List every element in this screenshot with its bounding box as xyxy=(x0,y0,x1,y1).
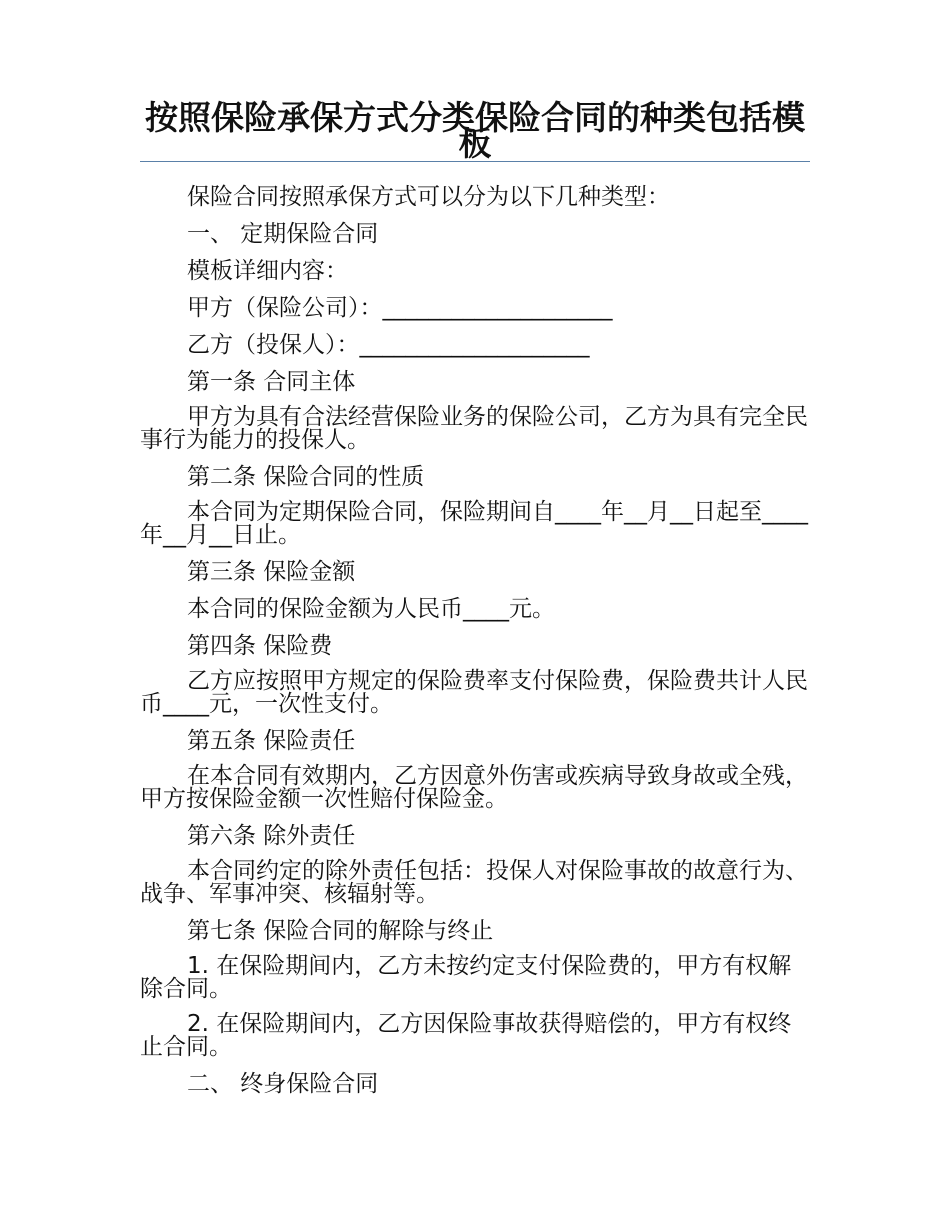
article-7-clause-1: 1. 在保险期间内，乙方未按约定支付保险费的，甲方有权解除合同。 xyxy=(140,953,792,1002)
article-3-heading: 第三条 保险金额 xyxy=(187,559,356,585)
article-5-heading: 第五条 保险责任 xyxy=(187,728,356,754)
article-6-body: 本合同约定的除外责任包括：投保人对保险事故的故意行为、战争、军事冲突、核辐射等。 xyxy=(140,858,808,907)
paragraph-template-label: 模板详细内容： xyxy=(187,258,348,284)
title-divider xyxy=(140,161,810,162)
article-1-body: 甲方为具有合法经营保险业务的保险公司，乙方为具有完全民事行为能力的投保人。 xyxy=(140,404,808,453)
article-1-heading: 第一条 合同主体 xyxy=(187,369,356,395)
party-a-line: 甲方（保险公司）：____________________ xyxy=(187,295,613,321)
article-5-body: 在本合同有效期内，乙方因意外伤害或疾病导致身故或全残，甲方按保险金额一次性赔付保险金。 xyxy=(140,763,808,812)
document-title: 按照保险承保方式分类保险合同的种类包括模板 xyxy=(145,98,805,163)
heading-section-1: 一、 定期保险合同 xyxy=(187,221,379,247)
article-4-heading: 第四条 保险费 xyxy=(187,633,333,659)
article-7-heading: 第七条 保险合同的解除与终止 xyxy=(187,918,494,944)
document-body xyxy=(140,178,810,1102)
article-2-body: 本合同为定期保险合同，保险期间自____年__月__日起至____年__月__日止。 xyxy=(140,499,808,548)
article-4-body: 乙方应按照甲方规定的保险费率支付保险费，保险费共计人民币____元，一次性支付。 xyxy=(140,668,808,717)
party-b-line: 乙方（投保人）：____________________ xyxy=(187,332,590,358)
article-7-clause-2: 2. 在保险期间内，乙方因保险事故获得赔偿的，甲方有权终止合同。 xyxy=(140,1011,792,1060)
heading-section-2: 二、 终身保险合同 xyxy=(187,1071,379,1097)
article-6-heading: 第六条 除外责任 xyxy=(187,823,356,849)
article-3-body: 本合同的保险金额为人民币____元。 xyxy=(187,596,555,622)
article-2-heading: 第二条 保险合同的性质 xyxy=(187,464,425,490)
paragraph-intro: 保险合同按照承保方式可以分为以下几种类型： xyxy=(187,184,670,210)
